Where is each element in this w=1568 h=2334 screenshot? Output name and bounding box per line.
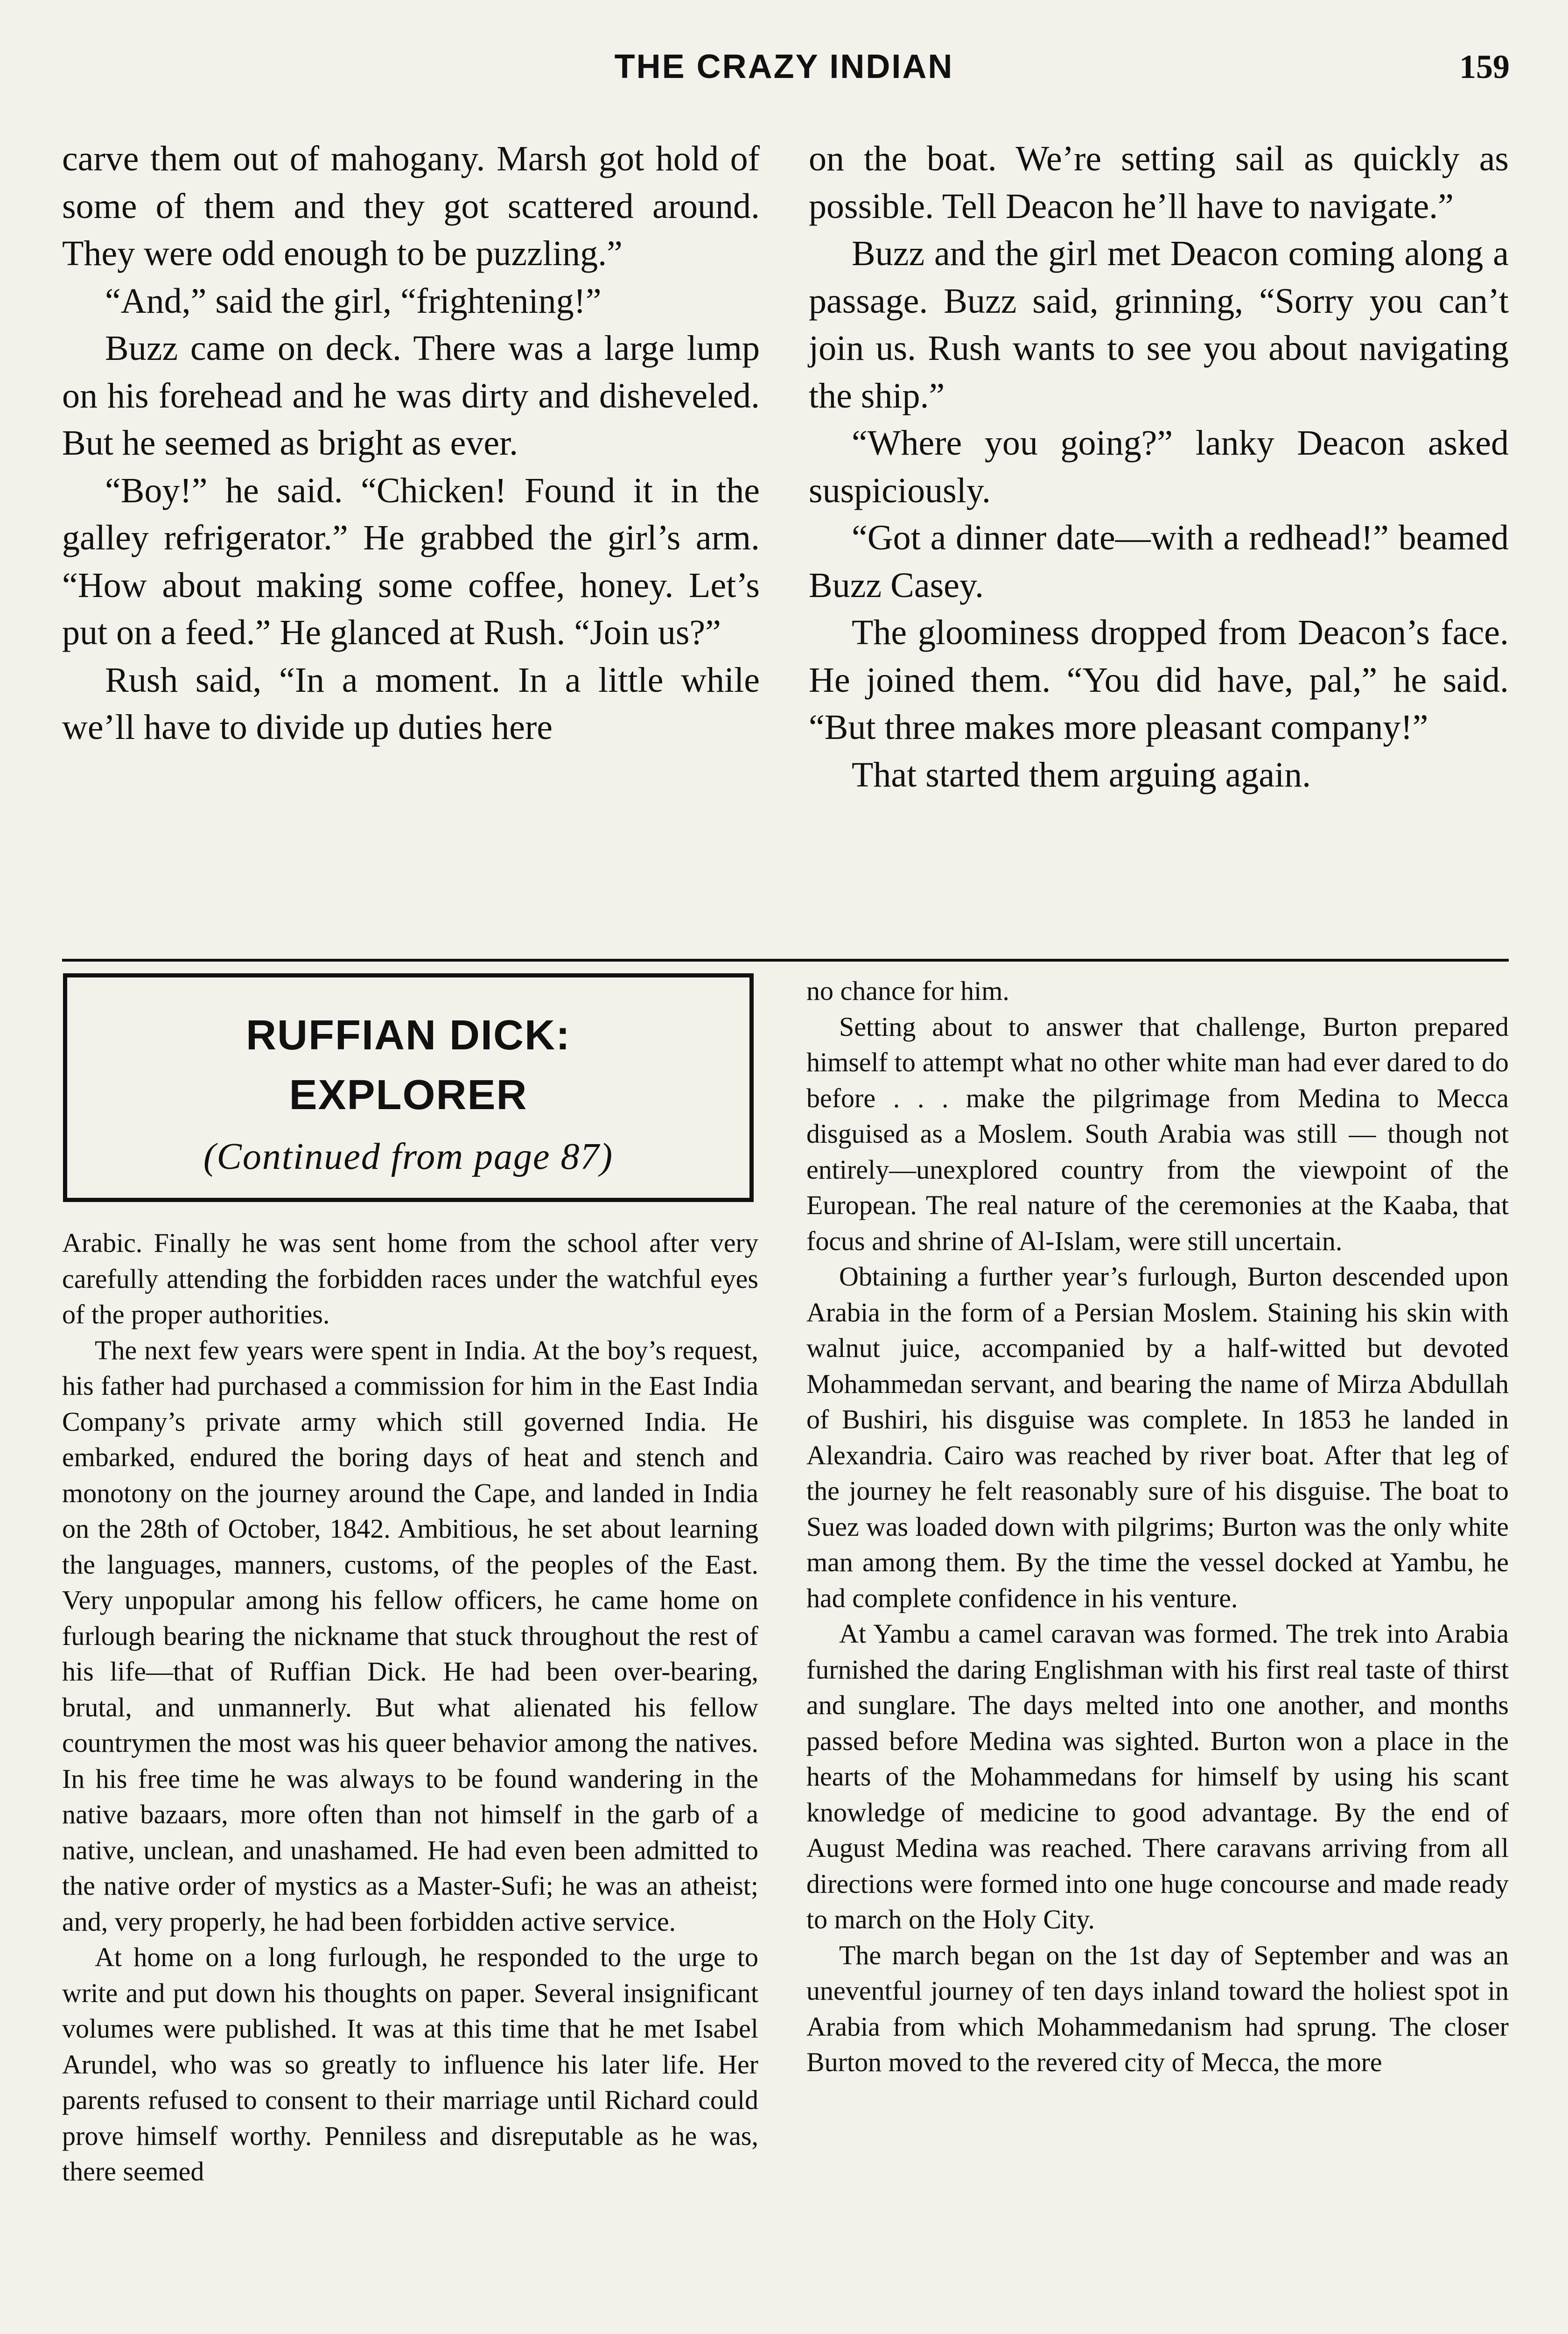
page-number: 159	[1459, 48, 1510, 85]
story-paragraph: “And,” said the girl, “frightening!”	[105, 281, 602, 321]
story-paragraph: That started them arguing again.	[852, 755, 1311, 794]
section-divider	[62, 959, 1509, 962]
story-paragraph: Buzz came on deck. There was a large lump on his forehead and he was dirty and disheveled. But he seemed as bright as ever.	[62, 329, 760, 463]
story-paragraph: “Boy!” he said. “Chicken! Found it in the galley refrigerator.” He grabbed the girl’s arm. “How about making some coffee, honey. Let’s put on a feed.” He glanced at Rush. “Join us?”	[62, 471, 760, 652]
story-paragraph: The gloominess dropped from Deacon’s face. He joined them. “You did have, pal,” he said. “But three makes more pleasant company!”	[809, 613, 1509, 747]
article-paragraph: no chance for him.	[806, 976, 1009, 1006]
story-paragraph: Rush said, “In a moment. In a little while we’ll have to divide up duties here	[62, 660, 760, 747]
article-continued-from: (Continued from page 87)	[203, 1136, 614, 1177]
article-title-box	[63, 973, 754, 1202]
article-title-line: RUFFIAN DICK:	[246, 1012, 571, 1059]
article-paragraph: Setting about to answer that challenge, Burton prepared himself to attempt what no other white man had ever dared to do before . . . make the pilgrimage from Medina to Mecca disguised as a Moslem. South Arabia was still — though not entirely—unexplored country from the viewpoint of the European. The real nature of the ceremonies at the Kaaba, that focus and shrine of Al-Islam, were still uncertain.	[806, 1011, 1509, 1256]
article-column-right	[806, 973, 1509, 2334]
article-column-left	[62, 1225, 758, 2334]
article-paragraph: Obtaining a further year’s furlough, Burton descended upon Arabia in the form of a Persian Moslem. Staining his skin with walnut juice, accompanied by a half-witted but devoted Mohammedan servant, and bearing the name of Mirza Abdullah of Bushiri, his disguise was complete. In 1853 he landed in Alexandria. Cairo was reached by river boat. After that leg of the journey he felt reasonably sure of his disguise. The boat to Suez was loaded down with pilgrims; Burton was the only white man among them. By the time the vessel docked at Yambu, he had complete confidence in his venture.	[806, 1261, 1509, 1613]
article-paragraph: At Yambu a camel caravan was formed. The trek into Arabia furnished the daring Englishman with his first real taste of thirst and sunglare. The days melted into one another, and months passed before Medina was sighted. Burton won a place in the hearts of the Mohammedans for himself by using his scant knowledge of medicine to good advantage. By the end of August Medina was reached. There caravans arriving from all directions were formed into one huge concourse and made ready to march on the Holy City.	[806, 1618, 1509, 1934]
story-paragraph: carve them out of mahogany. Marsh got hold of some of them and they got scattered around. They were odd enough to be puzzling.”	[62, 139, 760, 273]
running-title: THE CRAZY INDIAN	[614, 48, 954, 85]
article-paragraph: The next few years were spent in India. At the boy’s request, his father had purchased a commission for him in the East India Company’s private army which still governed India. He embarked, endured the boring days of heat and stench and monotony on the journey around the Cape, and landed in India on the 28th of October, 1842. Ambitious, he set about learning the languages, manners, customs, of the peoples of the East. Very unpopular among his fellow officers, he came home on furlough bearing the nickname that stuck throughout the rest of his life—that of Ruffian Dick. He had been over-bearing, brutal, and unmannerly. But what alienated his fellow countrymen the most was his queer behavior among the natives. In his free time he was always to be found wandering in the native bazaars, more often than not himself in the garb of a native, unclean, and unashamed. He had even been admitted to the native order of mystics as a Master-Sufi; he was an atheist; and, very properly, he had been forbidden active service.	[62, 1335, 758, 1937]
article-paragraph: The march began on the 1st day of September and was an uneventful journey of ten days inland toward the holiest spot in Arabia from which Mohammedanism had sprung. The closer Burton moved to the revered city of Mecca, the more	[806, 1940, 1509, 2077]
story-paragraph: “Got a dinner date—with a redhead!” beamed Buzz Casey.	[809, 518, 1509, 605]
article-title	[67, 1005, 749, 1125]
story-paragraph: on the boat. We’re setting sail as quickly as possible. Tell Deacon he’ll have to navigate.”	[809, 139, 1509, 226]
story-column-right	[809, 135, 1509, 948]
article-paragraph: At home on a long furlough, he responded to the urge to write and put down his thoughts on paper. Several insignificant volumes were published. It was at this time that he met Isabel Arundel, who was so greatly to influence his later life. Her parents refused to consent to their marriage until Richard could prove himself worthy. Penniless and disreputable as he was, there seemed	[62, 1942, 758, 2186]
article-paragraph: Arabic. Finally he was sent home from the school after very carefully attending the forbidden races under the watchful eyes of the proper authorities.	[62, 1228, 758, 1329]
story-paragraph: “Where you going?” lanky Deacon asked suspiciously.	[809, 423, 1509, 510]
page-header	[0, 46, 1568, 88]
story-column-left	[62, 135, 760, 948]
story-paragraph: Buzz and the girl met Deacon coming along a passage. Buzz said, grinning, “Sorry you can’t join us. Rush wants to see you about navigating the ship.”	[809, 234, 1509, 415]
article-title-line: EXPLORER	[289, 1072, 528, 1118]
